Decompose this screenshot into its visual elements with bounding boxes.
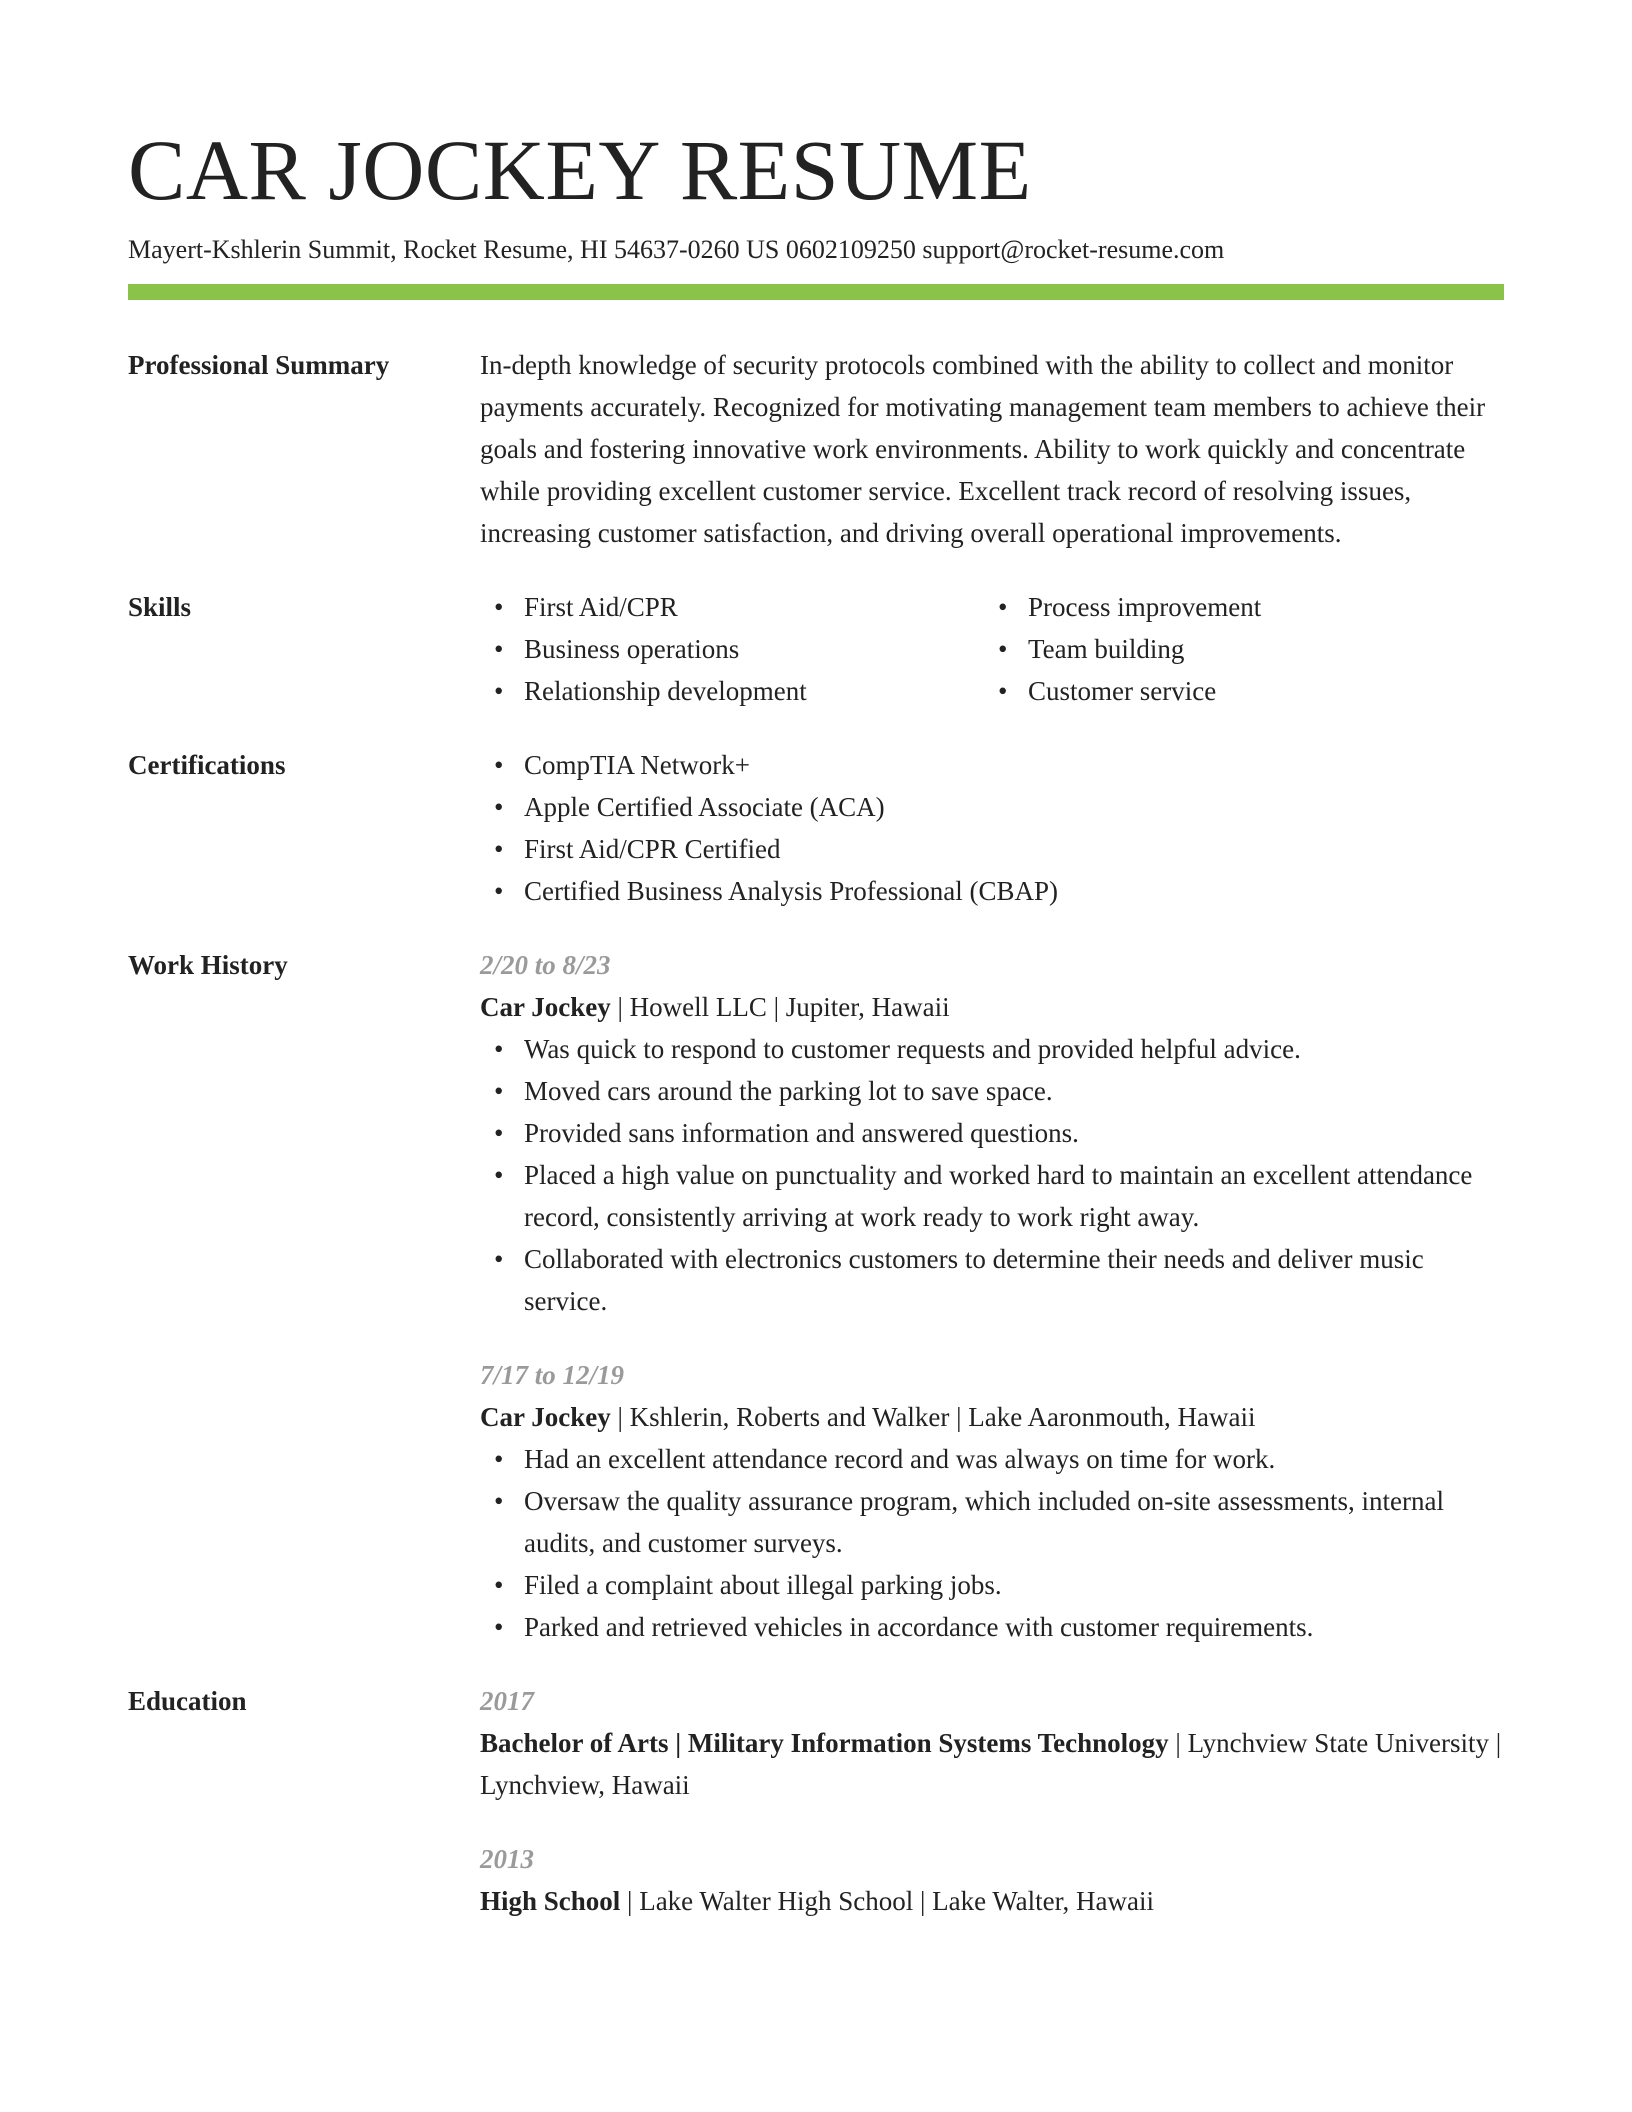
certification-item: • CompTIA Network+ — [494, 750, 750, 780]
job-title: Car Jockey — [480, 992, 611, 1022]
job-title: Car Jockey — [480, 1402, 611, 1432]
certifications-list — [480, 744, 1504, 912]
skills-column-2 — [984, 586, 1488, 712]
certification-item: • Apple Certified Associate (ACA) — [494, 792, 885, 822]
certifications-label: Certifications — [128, 750, 286, 780]
job-duty: • Was quick to respond to customer requests and provided helpful advice. — [494, 1034, 1301, 1064]
education-date: 2017 — [480, 1686, 534, 1716]
education-date: 2013 — [480, 1844, 534, 1874]
work-history-label: Work History — [128, 950, 288, 980]
resume-page — [128, 122, 1504, 1922]
job-entry — [480, 944, 1504, 1322]
job-duty: • Filed a complaint about illegal parking jobs. — [494, 1570, 1002, 1600]
skills-column-1 — [480, 586, 984, 712]
summary-label: Professional Summary — [128, 350, 390, 380]
job-duty: • Oversaw the quality assurance program, which included on-site assessments, internal audits, and customer surveys. — [494, 1486, 1444, 1558]
job-duty: • Placed a high value on punctuality and worked hard to maintain an excellent attendance record, consistently arriving at work ready to work right away. — [494, 1160, 1473, 1232]
job-date: 2/20 to 8/23 — [480, 950, 611, 980]
certifications-section — [128, 744, 1504, 912]
skill-item: • Team building — [998, 634, 1185, 664]
accent-divider — [128, 284, 1504, 300]
skills-label: Skills — [128, 592, 192, 622]
skill-item: • Customer service — [998, 676, 1217, 706]
education-label: Education — [128, 1686, 247, 1716]
summary-text: In-depth knowledge of security protocols combined with the ability to collect and monitor payments accurately. Recognized for motivating management team members to achieve their goals and fostering innovative work environments. Ability to work quickly and concentrate while providing excellent customer service. Excellent track record of resolving issues, increasing customer satisfaction, and driving overall operational improvements. — [480, 350, 1486, 548]
education-entry — [480, 1838, 1504, 1922]
job-heading — [480, 986, 1504, 1028]
job-entry — [480, 1354, 1504, 1648]
education-school: | Lynchview State University | Lynchview, Hawaii — [480, 1728, 1502, 1800]
skill-item: • Process improvement — [998, 592, 1262, 622]
job-duty: • Had an excellent attendance record and was always on time for work. — [494, 1444, 1276, 1474]
certification-item: • Certified Business Analysis Professional (CBAP) — [494, 876, 1058, 906]
summary-section — [128, 344, 1504, 554]
skills-section — [128, 586, 1504, 712]
education-degree: High School — [480, 1886, 621, 1916]
skills-grid — [480, 586, 1504, 712]
resume-title: CAR JOCKEY RESUME — [128, 122, 1032, 218]
job-employer: | Howell LLC | Jupiter, Hawaii — [610, 992, 950, 1022]
education-heading — [480, 1722, 1504, 1806]
job-duties — [480, 1438, 1504, 1648]
work-history-section — [128, 944, 1504, 1648]
job-duty: • Provided sans information and answered questions. — [494, 1118, 1079, 1148]
skill-item: • First Aid/CPR — [494, 592, 678, 622]
education-section — [128, 1680, 1504, 1922]
job-duties — [480, 1028, 1504, 1322]
education-degree: Bachelor of Arts | Military Information Systems Technology — [480, 1728, 1169, 1758]
education-heading — [480, 1880, 1504, 1922]
job-duty: • Collaborated with electronics customers to determine their needs and deliver music service. — [494, 1244, 1424, 1316]
job-employer: | Kshlerin, Roberts and Walker | Lake Aaronmouth, Hawaii — [610, 1402, 1256, 1432]
skill-item: • Business operations — [494, 634, 740, 664]
education-school: | Lake Walter High School | Lake Walter, Hawaii — [620, 1886, 1155, 1916]
skill-item: • Relationship development — [494, 676, 807, 706]
contact-line: Mayert-Kshlerin Summit, Rocket Resume, HI 54637-0260 US 0602109250 support@rocket-resume.com — [128, 235, 1225, 264]
education-entry — [480, 1680, 1504, 1806]
job-heading — [480, 1396, 1504, 1438]
certification-item: • First Aid/CPR Certified — [494, 834, 781, 864]
job-duty: • Parked and retrieved vehicles in accordance with customer requirements. — [494, 1612, 1314, 1642]
job-duty: • Moved cars around the parking lot to save space. — [494, 1076, 1053, 1106]
job-date: 7/17 to 12/19 — [480, 1360, 625, 1390]
